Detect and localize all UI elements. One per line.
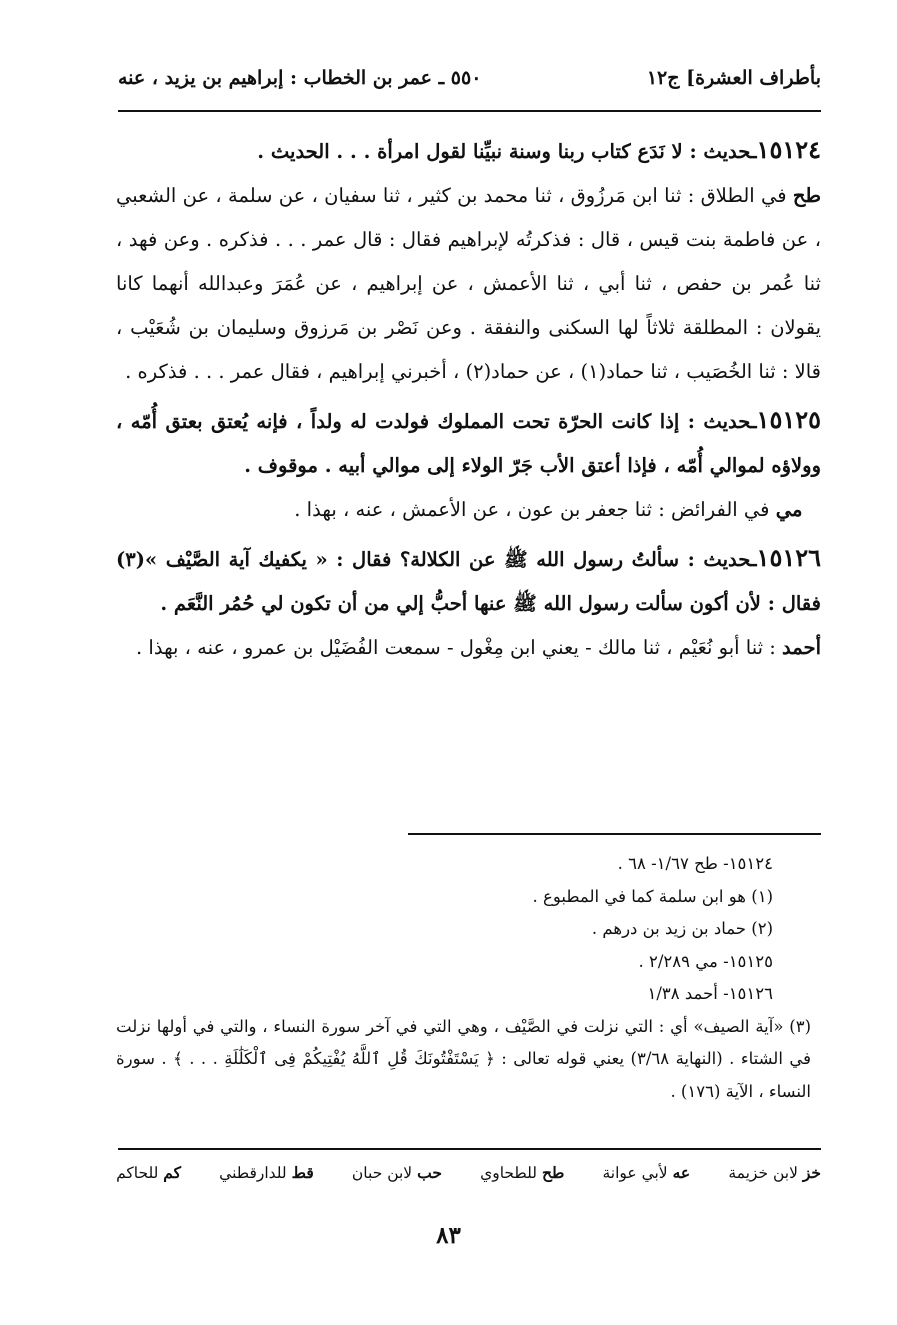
sigla-item: عه لأبي عوانة (602, 1163, 691, 1182)
hadith-chain (116, 174, 821, 394)
hadith-statement (116, 398, 821, 488)
hadith-entry (116, 536, 821, 670)
hadith-text: ـحديث : سألتُ رسول الله ﷺ عن الكلالة؟ فقال : « يكفيك آية الصَّيْف »(٣) فقال : لأن أكون سألت رسول الله ﷺ عنها أحبُّ إلي من أن تكون لي حُمُر النَّعَم . (116, 548, 821, 615)
footnote: (٢) حماد بن زيد بن درهم . (591, 919, 773, 938)
running-header (118, 60, 821, 96)
sigla-item: خز لابن خزيمة (728, 1163, 821, 1182)
header-volume-title: بأطراف العشرة] ج١٢ (646, 67, 821, 89)
footnote: ١٥١٢٦- أحمد ١/٣٨ (647, 984, 773, 1003)
hadith-number: ١٥١٢٥ (756, 405, 821, 434)
footnote: ١٥١٢٥- مي ٢/٢٨٩ . (638, 951, 773, 971)
footnotes (116, 848, 821, 1108)
sigla-item: طح للطحاوي (480, 1163, 565, 1182)
hadith-entry (116, 398, 821, 532)
hadith-chain (116, 488, 821, 532)
chain-text: في الطلاق : ثنا ابن مَرزُوق ، ثنا محمد بن كثير ، ثنا سفيان ، عن سلمة ، عن الشعبي ، عن فاطمة بنت قيس ، قال : فذكرتُه لإبراهيم فقال : قال عمر . . . فذكره . وعن فهد ، ثنا عُمر بن حفص ، ثنا أبي ، ثنا الأعمش ، عن إبراهيم ، عن عُمَرَ وعبدالله أنهما كانا يقولان : المطلقة ثلاثاً لها السكنى والنفقة . وعن نَصْر بن مَرزوق وسليمان بن شُعَيْب ، قالا : ثنا الخُصَيب ، ثنا حماد(١) ، عن حماد(٢) ، أخبرني إبراهيم ، فقال عمر . . . فذكره . (116, 184, 821, 383)
hadith-number: ١٥١٢٦ (756, 543, 821, 572)
hadith-number: ١٥١٢٤ (756, 135, 821, 164)
sigla-item: قط للدارقطني (219, 1163, 314, 1182)
footnote: ١٥١٢٤- طح ١/٦٧- ٦٨ . (617, 854, 773, 873)
footnote: (١) هو ابن سلمة كما في المطبوع . (532, 886, 773, 906)
hadith-statement (116, 536, 821, 626)
header-chapter-title: ٥٥٠ ـ عمر بن الخطاب : إبراهيم بن يزيد ، عنه (118, 67, 482, 89)
hadith-chain (116, 626, 821, 670)
sigla-item: حب لابن حبان (351, 1163, 442, 1182)
hadith-entry (116, 128, 821, 394)
chain-text: في الفرائض : ثنا جعفر بن عون ، عن الأعمش ، عنه ، بهذا . (294, 498, 770, 521)
page-number: ٨٣ (436, 1222, 461, 1249)
hadith-statement (116, 128, 821, 174)
footnote: (٣) «آية الصيف» أي : التي نزلت في الصَّيْف ، وهي التي في آخر سورة النساء ، والتي في أولها نزلت في الشتاء . (النهاية ٣/٦٨) يعني قوله تعالى : ﴿ يَسْتَفْتُونَكَ قُلِ ٱللَّهُ يُفْتِيكُمْ فِى ٱلْكَلَٰلَةِ . . . ﴾ . سورة النساء ، الآية (١٧٦) . (116, 1016, 811, 1101)
hadith-text: ـحديث : إذا كانت الحرّة تحت المملوك فولدت له ولداً ، فإنه يُعتق بعتق أُمّه ، وولاؤه لموالي أُمّه ، فإذا أعتق الأب جَرّ الولاء إلى موالي أبيه . موقوف . (116, 410, 821, 477)
source-abbr: أحمد (782, 636, 821, 659)
main-text (116, 128, 821, 670)
hadith-text: ـحديث : لا نَدَع كتاب ربنا وسنة نبيِّنا لقول امرأة . . . الحديث . (257, 140, 757, 163)
source-abbr: مي (775, 498, 803, 521)
footnote-separator (408, 833, 821, 835)
sigla-item: كم للحاكم (116, 1163, 181, 1182)
header-rule (118, 110, 821, 112)
source-abbr: طح (792, 184, 821, 207)
bottom-rule (118, 1148, 821, 1150)
abbreviation-key (116, 1163, 821, 1182)
chain-text: : ثنا أبو نُعَيْم ، ثنا مالك - يعني ابن مِغْول - سمعت الفُضَيْل بن عمرو ، عنه ، بهذا . (136, 636, 776, 659)
